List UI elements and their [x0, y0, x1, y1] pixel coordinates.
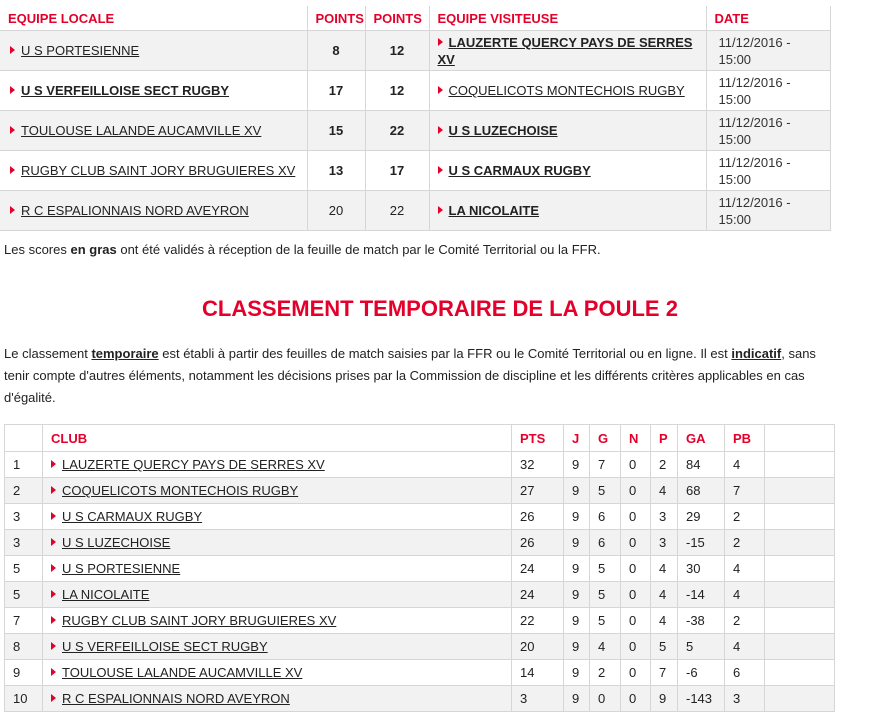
rank-cell: 3: [5, 530, 43, 556]
ranking-row: [5, 608, 835, 634]
pb-cell: 7: [725, 478, 765, 504]
pts-cell: 26: [512, 504, 564, 530]
red-arrow-icon: [10, 206, 15, 214]
ga-cell: 84: [678, 452, 725, 478]
pts-cell: 24: [512, 556, 564, 582]
points-away-cell: 22: [365, 191, 429, 231]
g-cell: 6: [590, 504, 621, 530]
g-cell: 5: [590, 582, 621, 608]
away-team-link[interactable]: COQUELICOTS MONTECHOIS RUGBY: [448, 83, 685, 98]
ga-cell: -6: [678, 660, 725, 686]
red-arrow-icon: [438, 166, 443, 174]
j-cell: 9: [564, 530, 590, 556]
header-home-team: EQUIPE LOCALE: [0, 6, 307, 31]
club-link[interactable]: U S VERFEILLOISE SECT RUGBY: [62, 639, 268, 654]
intro-indicatif: indicatif: [731, 346, 782, 361]
header-points-home: POINTS: [307, 6, 365, 31]
header-away-team: EQUIPE VISITEUSE: [429, 6, 706, 31]
club-link[interactable]: U S LUZECHOISE: [62, 535, 171, 550]
red-arrow-icon: [51, 512, 56, 520]
scores-note-bold: en gras: [70, 242, 117, 257]
header-ga: GA: [678, 425, 725, 452]
rank-cell: 5: [5, 582, 43, 608]
ranking-table: [4, 424, 835, 712]
header-points-away: POINTS: [365, 6, 429, 31]
results-row: [0, 31, 830, 71]
pts-cell: 22: [512, 608, 564, 634]
scores-note-prefix: Les scores: [4, 242, 71, 257]
extra-cell: [765, 634, 835, 660]
match-time: 15:00: [718, 91, 752, 107]
n-cell: 0: [621, 660, 651, 686]
red-arrow-icon: [51, 694, 56, 702]
ga-cell: -15: [678, 530, 725, 556]
ranking-title: CLASSEMENT TEMPORAIRE DE LA POULE 2: [202, 296, 678, 321]
scores-note: [4, 242, 601, 257]
red-arrow-icon: [51, 486, 56, 494]
club-cell: [43, 478, 512, 504]
club-cell: [43, 634, 512, 660]
red-arrow-icon: [51, 590, 56, 598]
pb-cell: 4: [725, 634, 765, 660]
j-cell: 9: [564, 660, 590, 686]
away-team-link[interactable]: U S CARMAUX RUGBY: [448, 163, 591, 178]
results-row: [0, 191, 830, 231]
p-cell: 4: [651, 478, 678, 504]
date-cell: [706, 31, 830, 71]
red-arrow-icon: [438, 126, 443, 134]
points-away-cell: 12: [365, 31, 429, 71]
extra-cell: [765, 530, 835, 556]
n-cell: 0: [621, 608, 651, 634]
rank-cell: 10: [5, 686, 43, 712]
home-team-link[interactable]: TOULOUSE LALANDE AUCAMVILLE XV: [21, 123, 262, 138]
match-date: 11/12/2016 -: [718, 194, 791, 210]
club-link[interactable]: U S PORTESIENNE: [62, 561, 181, 576]
extra-cell: [765, 478, 835, 504]
red-arrow-icon: [51, 668, 56, 676]
away-team-cell: [429, 31, 706, 71]
club-link[interactable]: LA NICOLAITE: [62, 587, 150, 602]
ga-cell: -14: [678, 582, 725, 608]
home-team-cell: [0, 31, 307, 71]
g-cell: 5: [590, 556, 621, 582]
extra-cell: [765, 504, 835, 530]
n-cell: 0: [621, 634, 651, 660]
ga-cell: 29: [678, 504, 725, 530]
g-cell: 6: [590, 530, 621, 556]
rank-cell: 3: [5, 504, 43, 530]
pts-cell: 24: [512, 582, 564, 608]
intro-temporaire: temporaire: [91, 346, 159, 361]
date-cell: [706, 191, 830, 231]
club-link[interactable]: COQUELICOTS MONTECHOIS RUGBY: [62, 483, 299, 498]
j-cell: 9: [564, 608, 590, 634]
j-cell: 9: [564, 686, 590, 712]
match-time: 15:00: [718, 211, 752, 227]
home-team-cell: [0, 151, 307, 191]
g-cell: 2: [590, 660, 621, 686]
away-team-cell: [429, 111, 706, 151]
ranking-header-row: [5, 425, 835, 452]
home-team-link[interactable]: U S VERFEILLOISE SECT RUGBY: [21, 83, 230, 98]
away-team-link[interactable]: U S LUZECHOISE: [448, 123, 558, 138]
header-p: P: [651, 425, 678, 452]
ranking-row: [5, 556, 835, 582]
p-cell: 4: [651, 556, 678, 582]
ranking-row: [5, 582, 835, 608]
j-cell: 9: [564, 634, 590, 660]
pb-cell: 4: [725, 556, 765, 582]
red-arrow-icon: [10, 126, 15, 134]
red-arrow-icon: [51, 564, 56, 572]
p-cell: 3: [651, 530, 678, 556]
n-cell: 0: [621, 504, 651, 530]
g-cell: 0: [590, 686, 621, 712]
rank-cell: 5: [5, 556, 43, 582]
red-arrow-icon: [438, 86, 443, 94]
red-arrow-icon: [438, 38, 443, 46]
extra-cell: [765, 608, 835, 634]
points-away-cell: 17: [365, 151, 429, 191]
pb-cell: 2: [725, 530, 765, 556]
club-cell: [43, 686, 512, 712]
extra-cell: [765, 582, 835, 608]
ranking-row: [5, 634, 835, 660]
red-arrow-icon: [10, 166, 15, 174]
ga-cell: 30: [678, 556, 725, 582]
p-cell: 4: [651, 608, 678, 634]
p-cell: 2: [651, 452, 678, 478]
header-g: G: [590, 425, 621, 452]
intro-text-3: , sans tenir compte d'autres éléments, notamment les décisions prises par la Commission de discipline et les différents critères applicables en cas d'égalité.: [4, 346, 816, 405]
pb-cell: 4: [725, 452, 765, 478]
extra-cell: [765, 660, 835, 686]
red-arrow-icon: [10, 86, 15, 94]
away-team-cell: [429, 71, 706, 111]
red-arrow-icon: [10, 46, 15, 54]
club-cell: [43, 504, 512, 530]
match-time: 15:00: [718, 171, 752, 187]
pts-cell: 32: [512, 452, 564, 478]
results-row: [0, 71, 830, 111]
g-cell: 5: [590, 608, 621, 634]
red-arrow-icon: [438, 206, 443, 214]
points-away-cell: 22: [365, 111, 429, 151]
p-cell: 5: [651, 634, 678, 660]
pb-cell: 2: [725, 504, 765, 530]
g-cell: 7: [590, 452, 621, 478]
g-cell: 5: [590, 478, 621, 504]
ranking-row: [5, 452, 835, 478]
match-date: 11/12/2016 -: [718, 114, 791, 130]
ga-cell: -143: [678, 686, 725, 712]
n-cell: 0: [621, 556, 651, 582]
away-team-link[interactable]: LA NICOLAITE: [448, 203, 540, 218]
pts-cell: 14: [512, 660, 564, 686]
n-cell: 0: [621, 452, 651, 478]
rank-cell: 9: [5, 660, 43, 686]
date-cell: [706, 111, 830, 151]
home-team-link[interactable]: RUGBY CLUB SAINT JORY BRUGUIERES XV: [21, 163, 296, 178]
pb-cell: 6: [725, 660, 765, 686]
j-cell: 9: [564, 478, 590, 504]
rank-cell: 7: [5, 608, 43, 634]
results-row: [0, 111, 830, 151]
results-header-row: [0, 6, 830, 31]
results-table: [0, 6, 831, 231]
ga-cell: 5: [678, 634, 725, 660]
ranking-row: [5, 530, 835, 556]
points-away-cell: 12: [365, 71, 429, 111]
pts-cell: 27: [512, 478, 564, 504]
ranking-intro: [4, 343, 824, 409]
header-pb: PB: [725, 425, 765, 452]
n-cell: 0: [621, 686, 651, 712]
p-cell: 4: [651, 582, 678, 608]
scores-note-suffix: ont été validés à réception de la feuille de match par le Comité Territorial ou la FFR.: [116, 242, 601, 257]
match-date: 11/12/2016 -: [718, 74, 791, 90]
points-home-cell: 17: [307, 71, 365, 111]
j-cell: 9: [564, 452, 590, 478]
home-team-link[interactable]: R C ESPALIONNAIS NORD AVEYRON: [21, 203, 249, 218]
j-cell: 9: [564, 556, 590, 582]
club-cell: [43, 660, 512, 686]
points-home-cell: 13: [307, 151, 365, 191]
p-cell: 3: [651, 504, 678, 530]
pts-cell: 26: [512, 530, 564, 556]
header-pts: PTS: [512, 425, 564, 452]
n-cell: 0: [621, 582, 651, 608]
p-cell: 7: [651, 660, 678, 686]
club-cell: [43, 530, 512, 556]
ga-cell: -38: [678, 608, 725, 634]
pb-cell: 4: [725, 582, 765, 608]
header-date: DATE: [706, 6, 830, 31]
red-arrow-icon: [51, 460, 56, 468]
points-home-cell: 15: [307, 111, 365, 151]
match-date: 11/12/2016 -: [718, 154, 791, 170]
j-cell: 9: [564, 504, 590, 530]
club-cell: [43, 608, 512, 634]
club-link[interactable]: R C ESPALIONNAIS NORD AVEYRON: [62, 691, 290, 706]
home-team-cell: [0, 191, 307, 231]
red-arrow-icon: [51, 642, 56, 650]
g-cell: 4: [590, 634, 621, 660]
ranking-row: [5, 504, 835, 530]
n-cell: 0: [621, 530, 651, 556]
away-team-cell: [429, 191, 706, 231]
match-time: 15:00: [718, 131, 752, 147]
club-link[interactable]: U S CARMAUX RUGBY: [62, 509, 203, 524]
header-club: CLUB: [43, 425, 512, 452]
header-rank: [5, 425, 43, 452]
points-home-cell: 20: [307, 191, 365, 231]
date-cell: [706, 151, 830, 191]
j-cell: 9: [564, 582, 590, 608]
ranking-row: [5, 478, 835, 504]
match-time: 15:00: [718, 51, 752, 67]
pts-cell: 3: [512, 686, 564, 712]
pb-cell: 2: [725, 608, 765, 634]
club-link[interactable]: TOULOUSE LALANDE AUCAMVILLE XV: [62, 665, 303, 680]
club-link[interactable]: LAUZERTE QUERCY PAYS DE SERRES XV: [62, 457, 325, 472]
home-team-cell: [0, 111, 307, 151]
club-cell: [43, 452, 512, 478]
p-cell: 9: [651, 686, 678, 712]
pb-cell: 3: [725, 686, 765, 712]
extra-cell: [765, 452, 835, 478]
home-team-cell: [0, 71, 307, 111]
home-team-link[interactable]: U S PORTESIENNE: [21, 43, 140, 58]
date-cell: [706, 71, 830, 111]
ga-cell: 68: [678, 478, 725, 504]
red-arrow-icon: [51, 616, 56, 624]
extra-cell: [765, 556, 835, 582]
club-cell: [43, 556, 512, 582]
header-n: N: [621, 425, 651, 452]
ranking-row: [5, 660, 835, 686]
header-j: J: [564, 425, 590, 452]
club-link[interactable]: RUGBY CLUB SAINT JORY BRUGUIERES XV: [62, 613, 337, 628]
results-row: [0, 151, 830, 191]
header-extra: [765, 425, 835, 452]
intro-text-2: est établi à partir des feuilles de match saisies par la FFR ou le Comité Territorial ou en ligne. Il est: [158, 346, 732, 361]
extra-cell: [765, 686, 835, 712]
points-home-cell: 8: [307, 31, 365, 71]
intro-text-1: Le classement: [4, 346, 92, 361]
rank-cell: 1: [5, 452, 43, 478]
pts-cell: 20: [512, 634, 564, 660]
match-date: 11/12/2016 -: [718, 34, 791, 50]
ranking-row: [5, 686, 835, 712]
n-cell: 0: [621, 478, 651, 504]
rank-cell: 2: [5, 478, 43, 504]
rank-cell: 8: [5, 634, 43, 660]
red-arrow-icon: [51, 538, 56, 546]
away-team-cell: [429, 151, 706, 191]
away-team-link[interactable]: LAUZERTE QUERCY PAYS DE SERRES XV: [437, 34, 693, 67]
club-cell: [43, 582, 512, 608]
